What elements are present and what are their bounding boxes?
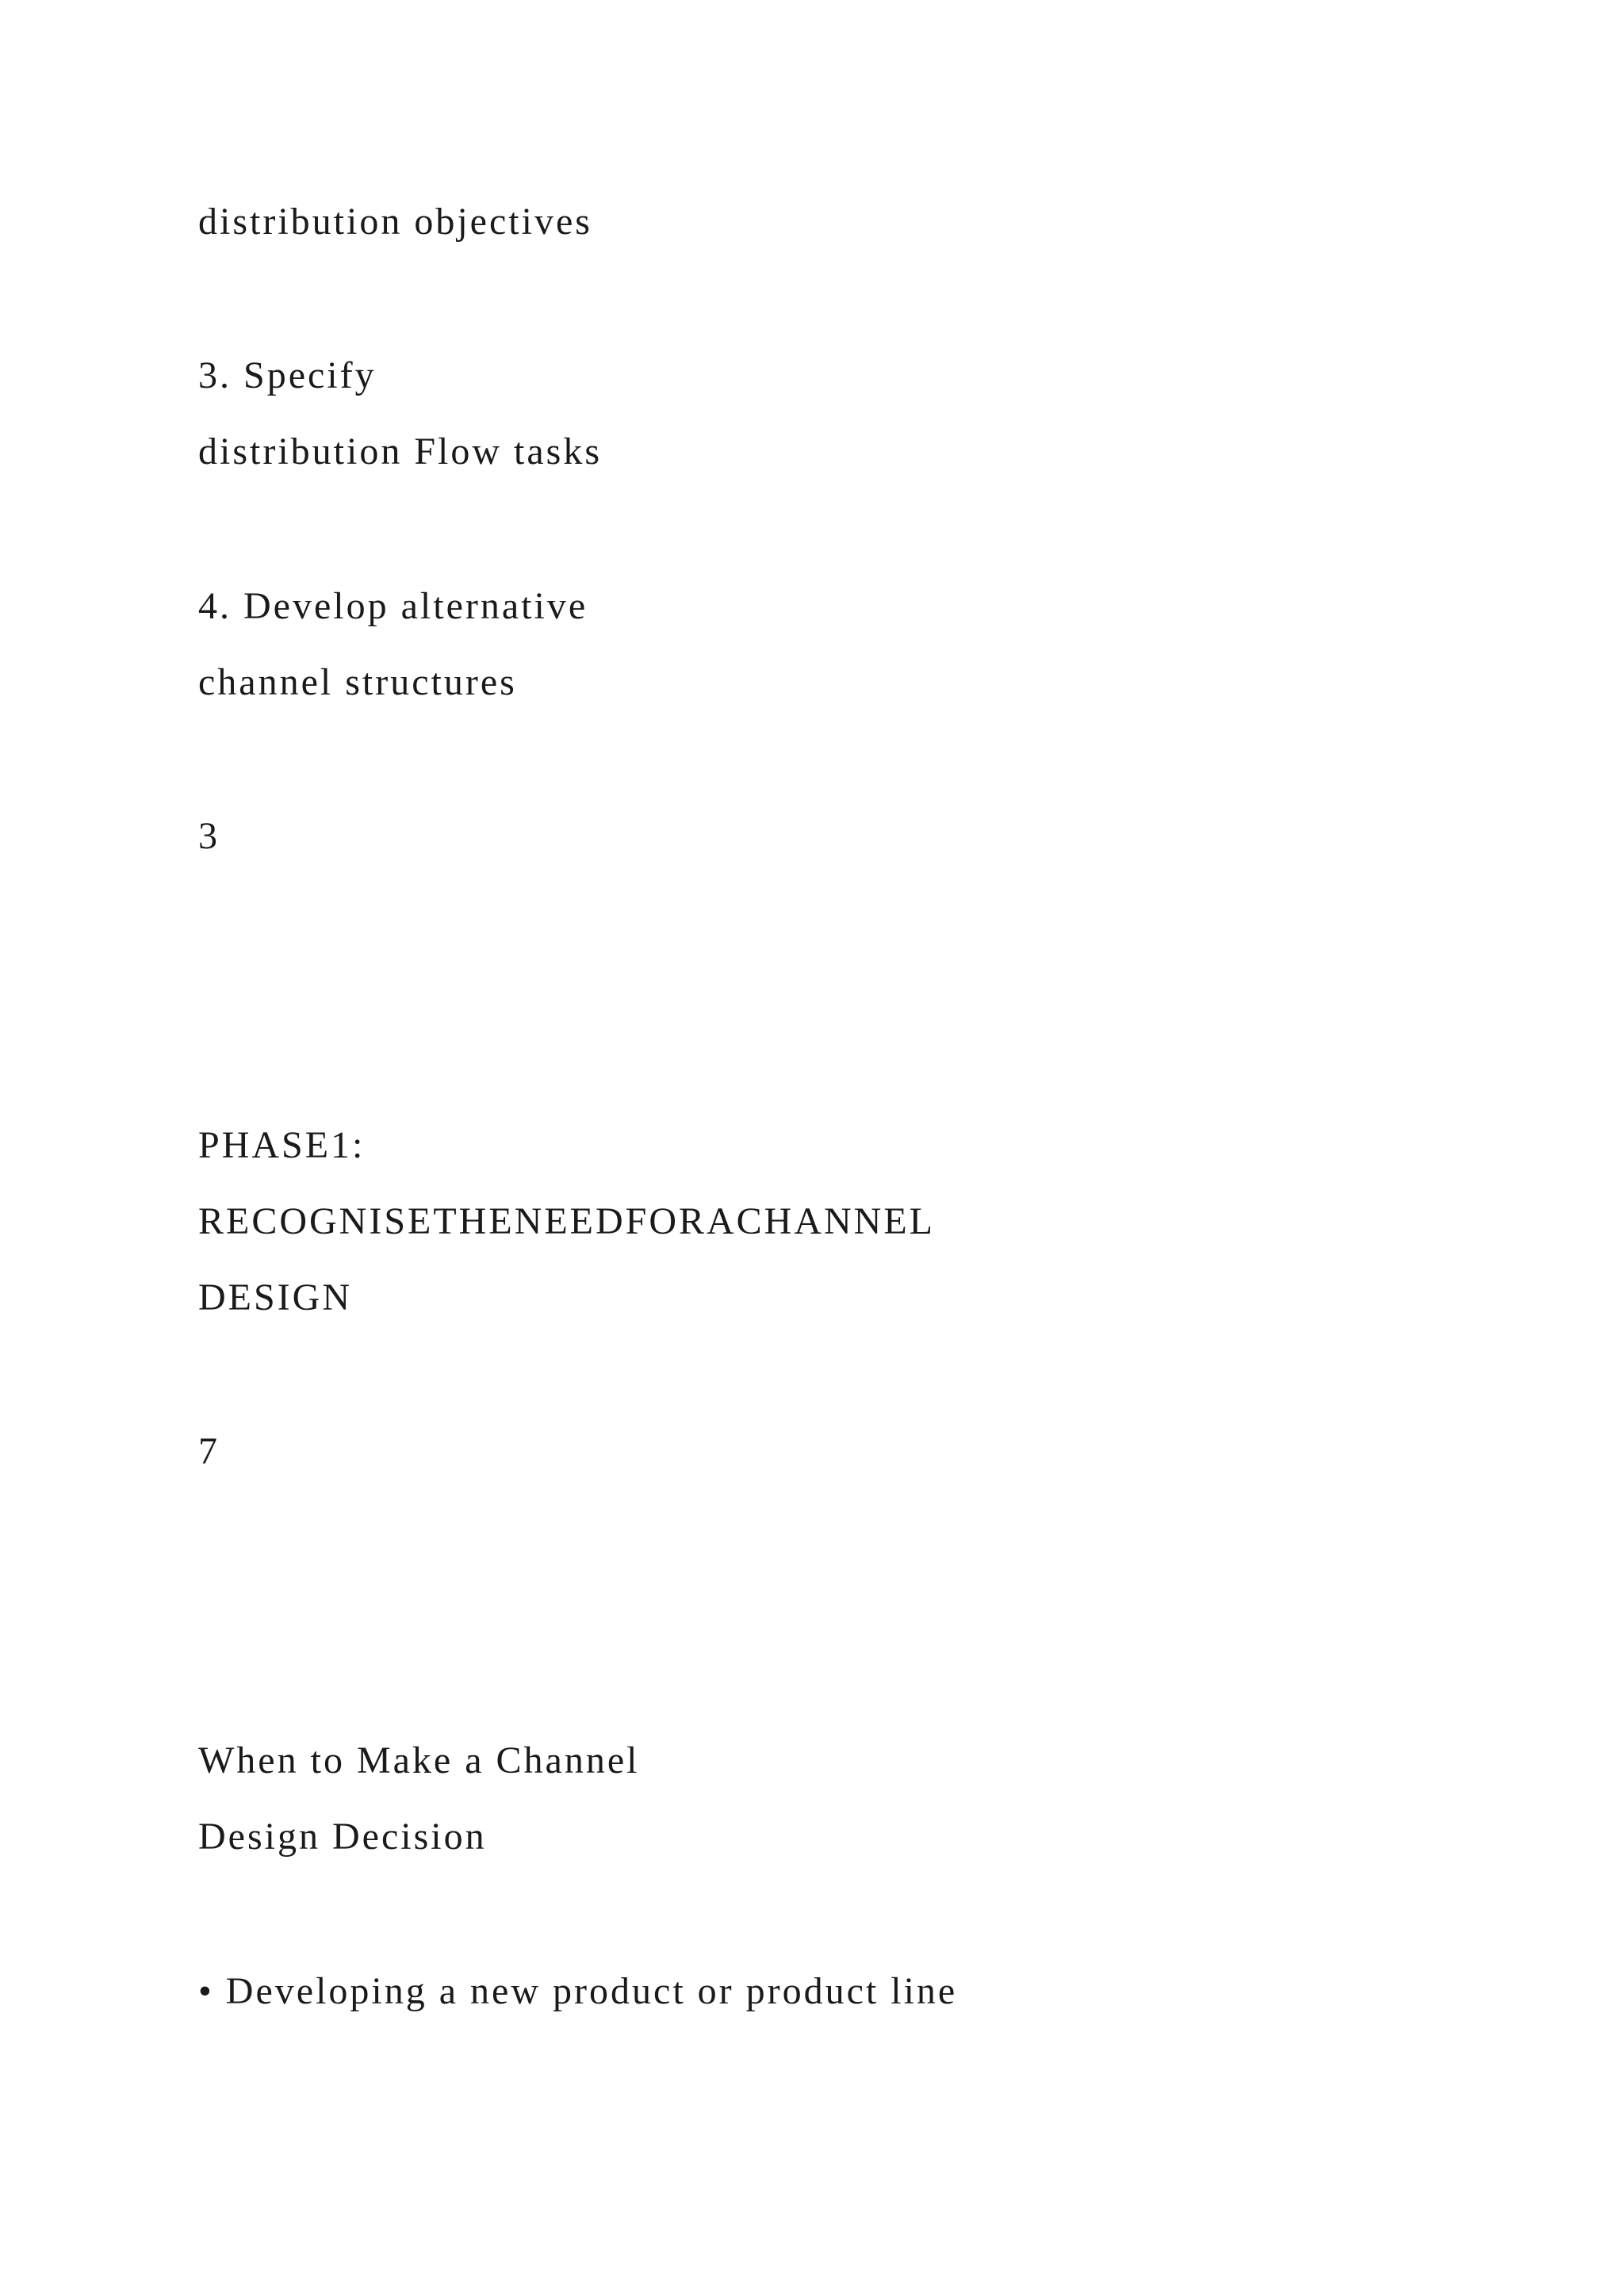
page-number: 3 xyxy=(198,815,220,857)
slide-title: When to Make a Channel xyxy=(198,1739,640,1781)
text-line-step-3-detail: distribution Flow tasks xyxy=(198,430,603,473)
section-heading-title-cont: DESIGN xyxy=(198,1276,352,1318)
text-line-step-3-heading: 3. Specify xyxy=(198,354,377,396)
text-line-step-4-detail: channel structures xyxy=(198,661,517,703)
section-heading-phase: PHASE1: xyxy=(198,1124,366,1166)
text-line-distribution-objectives: distribution objectives xyxy=(198,201,592,243)
slide-title-cont: Design Decision xyxy=(198,1816,487,1858)
page-number: 7 xyxy=(198,1430,220,1472)
text-line-step-4-heading: 4. Develop alternative xyxy=(198,585,588,627)
bullet-item: • Developing a new product or product line xyxy=(198,1970,958,2012)
section-heading-title: RECOGNISETHENEEDFORACHANNEL xyxy=(198,1200,935,1242)
